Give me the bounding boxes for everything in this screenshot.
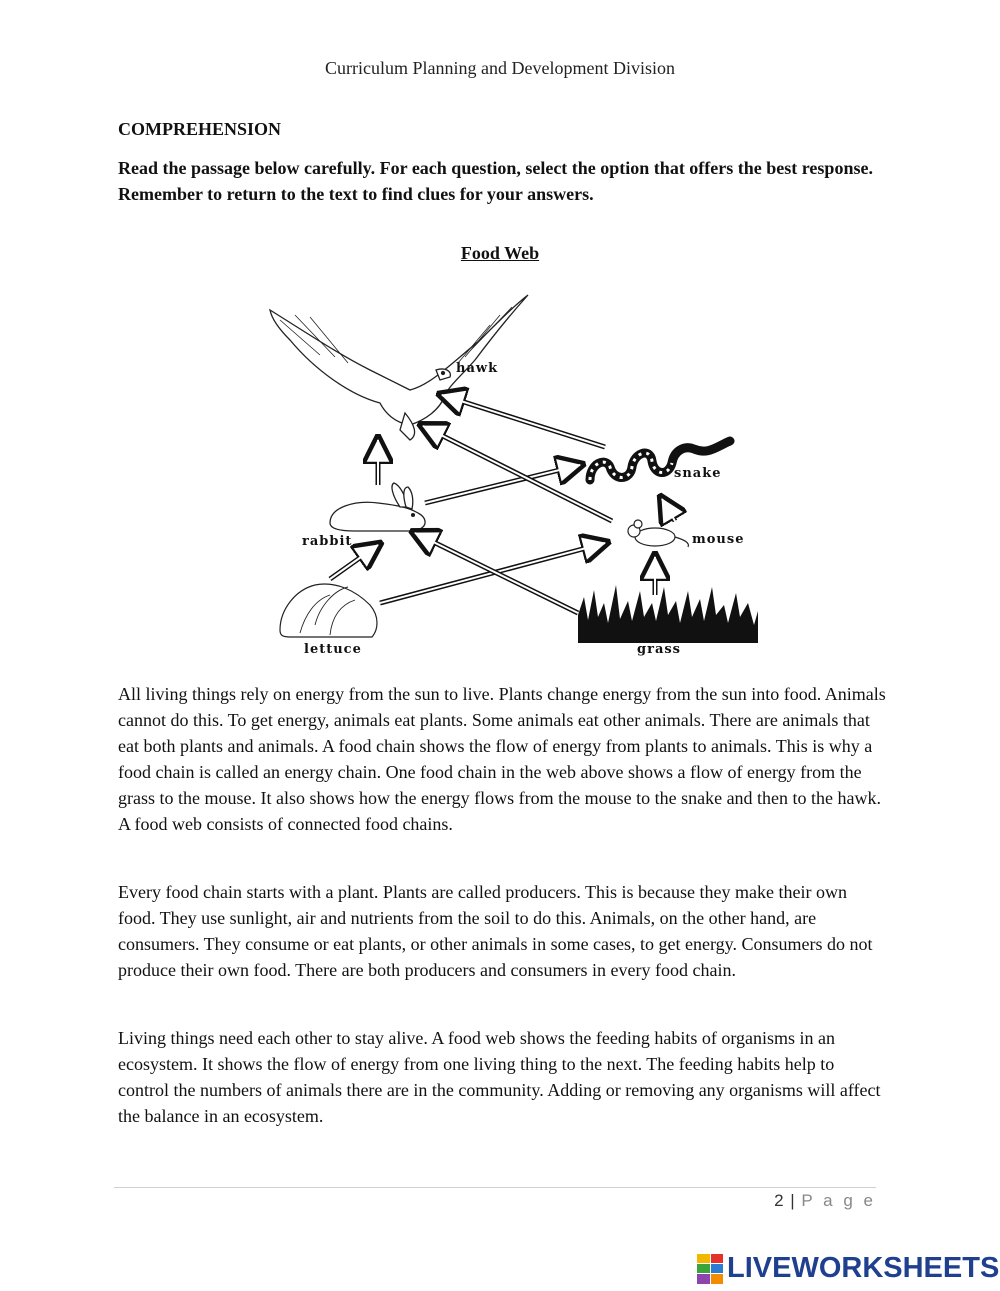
- mouse-illustration: [628, 520, 688, 547]
- page-label: P a g e: [801, 1191, 876, 1210]
- passage-paragraph-2: Every food chain starts with a plant. Plants are called producers. This is because they make their own food. They use sunlight, air and nutrients from the soil to do this. Animals, on the other hand, are consumers. They consume or eat plants, or other animals in some cases, to get energy. Consumers do not produce their own food. There are both producers and consumers in every food chain.: [118, 882, 873, 980]
- document-header: Curriculum Planning and Development Division: [325, 58, 675, 78]
- mouse-label: mouse: [692, 532, 745, 547]
- figure-title: Food Web: [460, 243, 540, 263]
- page-number-separator: |: [790, 1191, 796, 1210]
- arrow-icon: [425, 465, 580, 503]
- page-number-value: 2: [774, 1191, 785, 1210]
- arrow-icon: [662, 499, 675, 521]
- section-title: COMPREHENSION: [118, 119, 282, 139]
- hawk-label: hawk: [456, 361, 499, 376]
- instructions: Read the passage below carefully. For each question, select the option that offers the best response. Remember to return to the text to find clues for your answers.: [118, 158, 873, 204]
- liveworksheets-brand[interactable]: [697, 1252, 999, 1285]
- lettuce-illustration: [280, 584, 377, 637]
- snake-label: snake: [674, 466, 722, 481]
- page-number: [774, 1191, 876, 1211]
- passage-paragraph-3: Living things need each other to stay alive. A food web shows the feeding habits of organisms in an ecosystem. It shows the flow of energy from one living thing to the next. The feeding habits help to control the numbers of animals there are in the community. Adding or removing any organisms will affect the balance in an ecosystem.: [118, 1028, 881, 1126]
- footer-divider: [114, 1187, 876, 1188]
- arrow-icon: [415, 533, 578, 613]
- rabbit-label: rabbit: [302, 534, 353, 549]
- grass-illustration: [578, 585, 758, 643]
- arrow-icon: [442, 395, 605, 447]
- brand-name: LIVEWORKSHEETS: [727, 1252, 1000, 1284]
- liveworksheets-logo-icon: [697, 1254, 723, 1284]
- rabbit-illustration: [330, 483, 425, 531]
- grass-label: grass: [637, 642, 681, 657]
- lettuce-label: lettuce: [304, 642, 362, 657]
- food-web-diagram: [260, 285, 780, 665]
- passage-paragraph-1: All living things rely on energy from the sun to live. Plants change energy from the sun into food. Animals cannot do this. To get energy, animals eat plants. Some animals eat other animals. There are animals that eat both plants and animals. A food chain shows the flow of energy from plants to animals. This is why a food chain is called an energy chain. One food chain in the web above shows a flow of energy from the grass to the mouse. It also shows how the energy flows from the mouse to the snake and then to the hawk. A food web consists of connected food chains.: [118, 684, 886, 834]
- arrow-icon: [330, 545, 378, 579]
